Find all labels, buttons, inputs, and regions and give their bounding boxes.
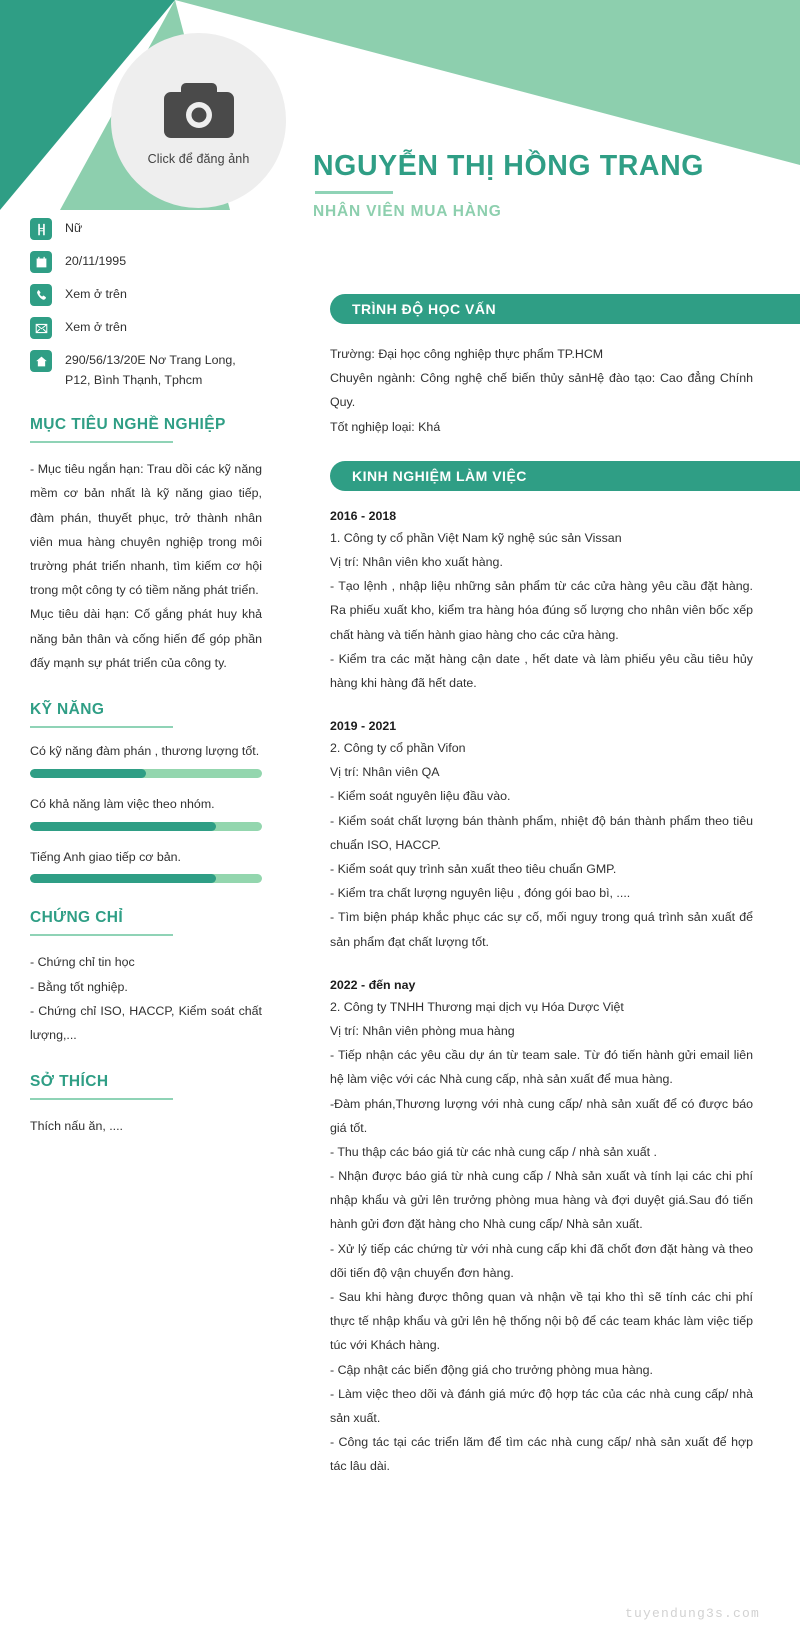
objective-divider [30, 441, 173, 443]
job-line: - Xử lý tiếp các chứng từ với nhà cung cấp khi đã chốt đơn đặt hàng và theo dõi tiến độ vận chuyển đơn hàng. [330, 1241, 753, 1280]
job-line: - Sau khi hàng được thông quan và nhận về tại kho thì sẽ tính các chi phí thực tế nhập khẩu và gửi lên hệ thống nội bộ để các team khác làm việc tiếp túc với Khách hàng. [330, 1290, 753, 1353]
home-icon [30, 350, 52, 372]
education-banner-text: TRÌNH ĐỘ HỌC VẤN [352, 301, 497, 317]
experience-banner [330, 461, 800, 491]
job-line: - Tạo lệnh , nhập liệu những sản phẩm từ các cửa hàng yêu cầu đặt hàng. Ra phiếu xuất kho, kiểm tra hàng hóa đúng số lượng cho nhân viên bốc xếp chất hàng và tiến hành giao hàng cho các cửa hàng. [330, 579, 753, 642]
hobbies-title: SỞ THÍCH [30, 1073, 109, 1091]
contact-list [30, 218, 262, 390]
skill-item [30, 795, 262, 831]
name-divider [315, 191, 393, 194]
job-line: 2. Công ty TNHH Thương mại dịch vụ Hóa Dược Việt [330, 999, 624, 1014]
job-line: - Kiểm soát quy trình sản xuất theo tiêu chuẩn GMP. [330, 862, 617, 876]
skill-item [30, 848, 262, 884]
certificate-line: - Bằng tốt nghiệp. [30, 979, 128, 994]
candidate-name: NGUYỄN THỊ HỒNG TRANG [313, 150, 705, 182]
contact-value-birthday: 20/11/1995 [65, 254, 127, 268]
skills-title: KỸ NĂNG [30, 700, 105, 718]
skill-progress-fill [30, 769, 146, 778]
certificates-divider [30, 934, 173, 936]
skill-progress-fill [30, 874, 216, 883]
contact-row-phone [30, 284, 262, 306]
job-line: - Công tác tại các triển lãm để tìm các nhà cung cấp/ nhà sản xuất để hợp tác lâu dài. [330, 1435, 753, 1474]
section-education [330, 294, 753, 439]
photo-upload-button[interactable] [111, 33, 286, 208]
job-period: 2016 - 2018 [330, 508, 397, 523]
skill-progress-track [30, 874, 262, 883]
camera-icon [162, 75, 236, 144]
skill-progress-fill [30, 822, 216, 831]
skill-item [30, 742, 262, 778]
job-line: 1. Công ty cổ phần Việt Nam kỹ nghệ súc sản Vissan [330, 530, 622, 545]
job-line: - Kiểm tra chất lượng nguyên liệu , đóng gói bao bì, .... [330, 886, 631, 901]
main-column [300, 212, 800, 1503]
skill-label: Có kỹ năng đàm phán , thương lượng tốt. [30, 743, 260, 758]
education-banner [330, 294, 800, 324]
certificates-title: CHỨNG CHỈ [30, 909, 124, 927]
job-block [330, 978, 753, 1479]
job-line: - Cập nhật các biến động giá cho trưởng phòng mua hàng. [330, 1362, 653, 1377]
skill-label: Có khả năng làm việc theo nhóm. [30, 796, 215, 811]
gender-icon [30, 218, 52, 240]
job-line: Vị trí: Nhân viên kho xuất hàng. [330, 554, 503, 569]
experience-banner-text: KINH NGHIỆM LÀM VIỆC [352, 467, 527, 484]
contact-value-address: 290/56/13/20E Nơ Trang Long, P12, Bình Thạnh, Tphcm [65, 353, 236, 388]
section-certificates [30, 909, 262, 1047]
job-line: 2. Công ty cổ phần Vifon [330, 741, 466, 756]
section-skills [30, 701, 262, 884]
job-line: - Nhận được báo giá từ nhà cung cấp / Nhà sản xuất và tính lại các chi phí nhập khẩu và gửi lên trưởng phòng mua hàng và đợi duyệt giá.Sau đó tiến hành gửi đơn đặt hàng cho Nhà cung cấp/ Nhà sản xuất. [330, 1169, 753, 1232]
contact-value-gender: Nữ [65, 221, 83, 235]
contact-row-email [30, 317, 262, 339]
section-experience [330, 461, 753, 1479]
job-line: Vị trí: Nhân viên phòng mua hàng [330, 1023, 515, 1038]
job-period: 2022 - đến nay [330, 977, 416, 992]
job-period: 2019 - 2021 [330, 719, 397, 734]
job-block [330, 719, 753, 954]
hobbies-divider [30, 1098, 173, 1100]
objective-title: MỤC TIÊU NGHỀ NGHIỆP [30, 416, 226, 434]
skill-progress-track [30, 822, 262, 831]
skills-divider [30, 726, 173, 728]
job-line: - Thu thập các báo giá từ các nhà cung cấp / nhà sản xuất . [330, 1144, 657, 1159]
job-line: - Làm việc theo dõi và đánh giá mức độ hợp tác của các nhà cung cấp/ nhà sản xuất. [330, 1386, 753, 1425]
photo-caption: Click để đăng ảnh [147, 152, 250, 166]
name-block [313, 152, 704, 221]
contact-value-phone: Xem ở trên [65, 287, 127, 301]
job-line: - Kiểm soát nguyên liệu đầu vào. [330, 789, 511, 804]
sidebar [0, 212, 300, 1138]
objective-paragraph-1: - Mục tiêu ngắn hạn: Trau dồi các kỹ năng mềm cơ bản nhất là kỹ năng giao tiếp, đàm phán, thuyết phục, trở thành nhân viên mua hàng chuyên nghiệp trong môi trường phát triển nhanh, tìm kiếm cơ hội trong một công ty có tiềm năng phát triển. [30, 462, 262, 598]
objective-paragraph-2: Mục tiêu dài hạn: Cố gắng phát huy khả năng bản thân và cống hiến để góp phần đấy mạnh sự phát triển của công ty. [30, 607, 262, 670]
job-line: - Kiểm tra các mặt hàng cận date , hết date và làm phiếu yêu cầu tiêu hủy hàng khi hàng đã hết date. [330, 651, 753, 690]
skill-progress-track [30, 769, 262, 778]
job-line: Vị trí: Nhân viên QA [330, 765, 440, 780]
envelope-icon [30, 317, 52, 339]
job-line: - Tiếp nhận các yêu cầu dự án từ team sale. Từ đó tiến hành gửi email liên hệ làm việc với các Nhà cung cấp, nhà sản xuất để mua hàng. [330, 1048, 753, 1087]
education-line: Trường: Đại học công nghiệp thực phẩm TP.HCM [330, 347, 604, 361]
skill-label: Tiếng Anh giao tiếp cơ bản. [30, 849, 181, 864]
contact-row-address [30, 350, 262, 390]
certificate-line: - Chứng chỉ tin học [30, 955, 135, 970]
job-line: -Đàm phán,Thương lượng với nhà cung cấp/ nhà sản xuất để có được báo giá tốt. [330, 1096, 753, 1135]
contact-value-email: Xem ở trên [65, 320, 127, 334]
section-objective [30, 416, 262, 675]
calendar-icon [30, 251, 52, 273]
phone-icon [30, 284, 52, 306]
education-line: Chuyên ngành: Công nghệ chế biến thủy sảnHệ đào tạo: Cao đẳng Chính Quy. [330, 371, 753, 410]
section-hobbies [30, 1073, 262, 1138]
contact-row-gender [30, 218, 262, 240]
camera-icon-svg [162, 81, 236, 139]
site-watermark: tuyendung3s.com [624, 1606, 760, 1621]
hobby-line: Thích nấu ăn, .... [30, 1119, 123, 1134]
certificate-line: - Chứng chỉ ISO, HACCP, Kiểm soát chất lượng,... [30, 1003, 262, 1042]
job-line: - Tìm biện pháp khắc phục các sự cố, mối nguy trong quá trình sản xuất để sản phẩm đạt chất lượng tốt. [330, 910, 753, 949]
contact-row-birthday [30, 251, 262, 273]
candidate-role: NHÂN VIÊN MUA HÀNG [313, 202, 502, 220]
job-line: - Kiểm soát chất lượng bán thành phẩm, nhiệt độ bán thành phẩm theo tiêu chuẩn ISO, HACCP. [330, 813, 753, 852]
education-line: Tốt nghiệp loại: Khá [330, 419, 441, 434]
job-block [330, 509, 753, 695]
